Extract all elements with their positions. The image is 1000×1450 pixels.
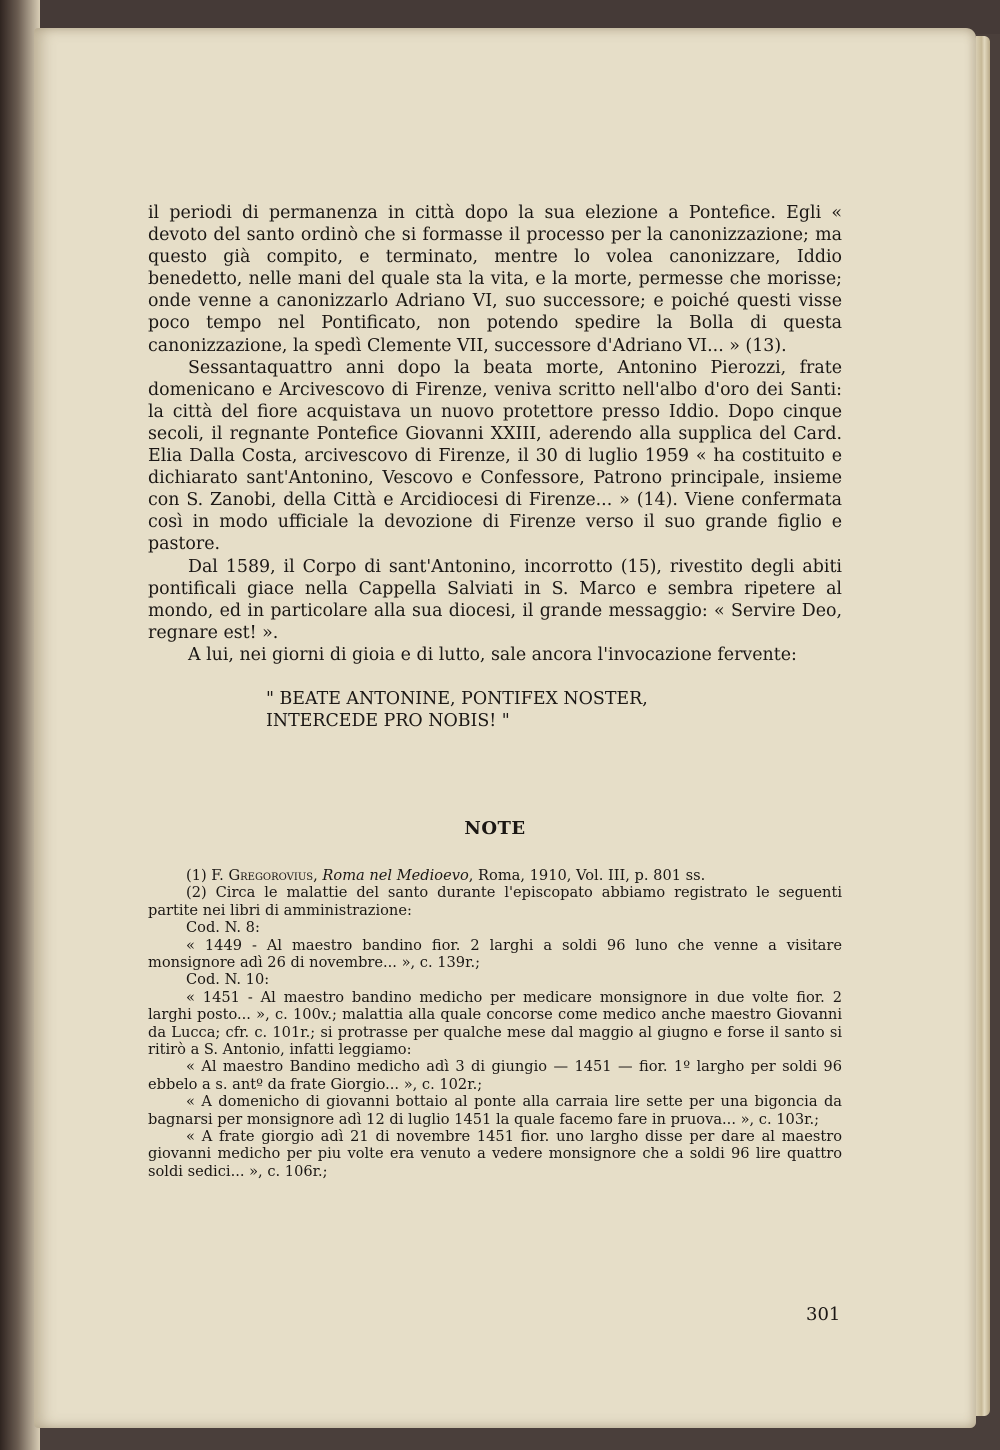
text-block bbox=[148, 202, 842, 1180]
page-edges bbox=[976, 36, 990, 1416]
body-paragraph: il periodi di permanenza in città dopo la sua elezione a Pontefice. Egli « devoto del santo ordinò che si formasse il processo per la canonizzazione; ma questo già compito, e terminato, mentre lo volea canonizzare, Iddio benedetto, nelle mani del quale sta la vita, e la morte, permesse che morisse; onde venne a canonizzarlo Adriano VI, suo successore; e poiché questi visse poco tempo nel Pontificato, non potendo spedire la Bolla di questa canonizzazione, la spedì Clemente VII, successore d'Adriano VI... » (13). bbox=[148, 203, 842, 356]
invocation-line: " BEATE ANTONINE, PONTIFEX NOSTER, bbox=[266, 688, 648, 709]
page-number: 301 bbox=[806, 1304, 841, 1325]
note-1-sep: , bbox=[313, 866, 323, 884]
note-paragraph: Cod. N. 10: bbox=[186, 971, 270, 989]
note-paragraph: « 1449 - Al maestro bandino fior. 2 larghi a soldi 96 luno che venne a visitare monsignore adì 26 di novembre... », c. 139r.; bbox=[148, 936, 842, 971]
note-paragraph: « A domenicho di giovanni bottaio al ponte alla carraia lire sette per una bigoncia da bagnarsi per monsignore adì 12 di luglio 1451 la quale facemo fare in pruova... », c. 103r.; bbox=[148, 1093, 842, 1128]
note-paragraph: (2) Circa le malattie del santo durante l'episcopato abbiamo registrato le seguenti partite nei libri di amministrazione: bbox=[148, 884, 842, 919]
note-paragraph: « 1451 - Al maestro bandino medicho per medicare monsignore in due volte fior. 2 larghi posto... », c. 100v.; malattia alla quale concorse come medico anche maestro Giovanni da Lucca; cfr. c. 101r.; si protrasse per qualche mese dal maggio al giugno e forse il santo si ritirò a S. Antonio, infatti leggiamo: bbox=[148, 988, 842, 1059]
note-1-rest: , Roma, 1910, Vol. III, p. 801 ss. bbox=[468, 866, 706, 884]
body-paragraph: Dal 1589, il Corpo di sant'Antonino, incorrotto (15), rivestito degli abiti pontificali giace nella Cappella Salviati in S. Marco e sembra ripetere al mondo, ed in particolare alla sua diocesi, il grande messaggio: « Servire Deo, regnare est! ». bbox=[148, 556, 842, 643]
note-1-prefix: (1) F. bbox=[186, 866, 229, 884]
invocation-quote bbox=[266, 688, 842, 732]
note-1 bbox=[148, 867, 842, 884]
body-paragraph: A lui, nei giorni di gioia e di lutto, sale ancora l'invocazione fervente: bbox=[188, 644, 797, 665]
notes-heading: NOTE bbox=[464, 817, 526, 839]
note-paragraph: « Al maestro Bandino medicho adì 3 di giungio — 1451 — fior. 1º largho per soldi 96 ebbelo a s. antº da frate Giorgio... », c. 102r.; bbox=[148, 1058, 842, 1093]
body-paragraph: Sessantaquattro anni dopo la beata morte, Antonino Pierozzi, frate domenicano e Arcivescovo di Firenze, veniva scritto nell'albo d'oro dei Santi: la città del fiore acquistava un nuovo protettore presso Iddio. Dopo cinque secoli, il regnante Pontefice Giovanni XXIII, aderendo alla supplica del Card. Elia Dalla Costa, arcivescovo di Firenze, il 30 di luglio 1959 « ha costituito e dichiarato sant'Antonino, Vescovo e Confessore, Patrono principale, insieme con S. Zanobi, della Città e Arcidiocesi di Firenze... » (14). Viene confermata così in modo ufficiale la devozione di Firenze verso il suo grande figlio e pastore. bbox=[148, 357, 842, 555]
note-paragraph: « A frate giorgio adì 21 di novembre 1451 fior. uno largho disse per dare al maestro giovanni medicho per piu volte era venuto a vedere monsignore che a soldi 96 lire quattro soldi sedici... », c. 106r.; bbox=[148, 1128, 842, 1180]
notes-section bbox=[148, 867, 842, 1180]
note-1-title: Roma nel Medioevo bbox=[322, 866, 469, 884]
note-1-author: Gregorovius bbox=[228, 866, 314, 884]
invocation-line: INTERCEDE PRO NOBIS! " bbox=[266, 710, 510, 731]
note-paragraph: Cod. N. 8: bbox=[186, 919, 260, 937]
